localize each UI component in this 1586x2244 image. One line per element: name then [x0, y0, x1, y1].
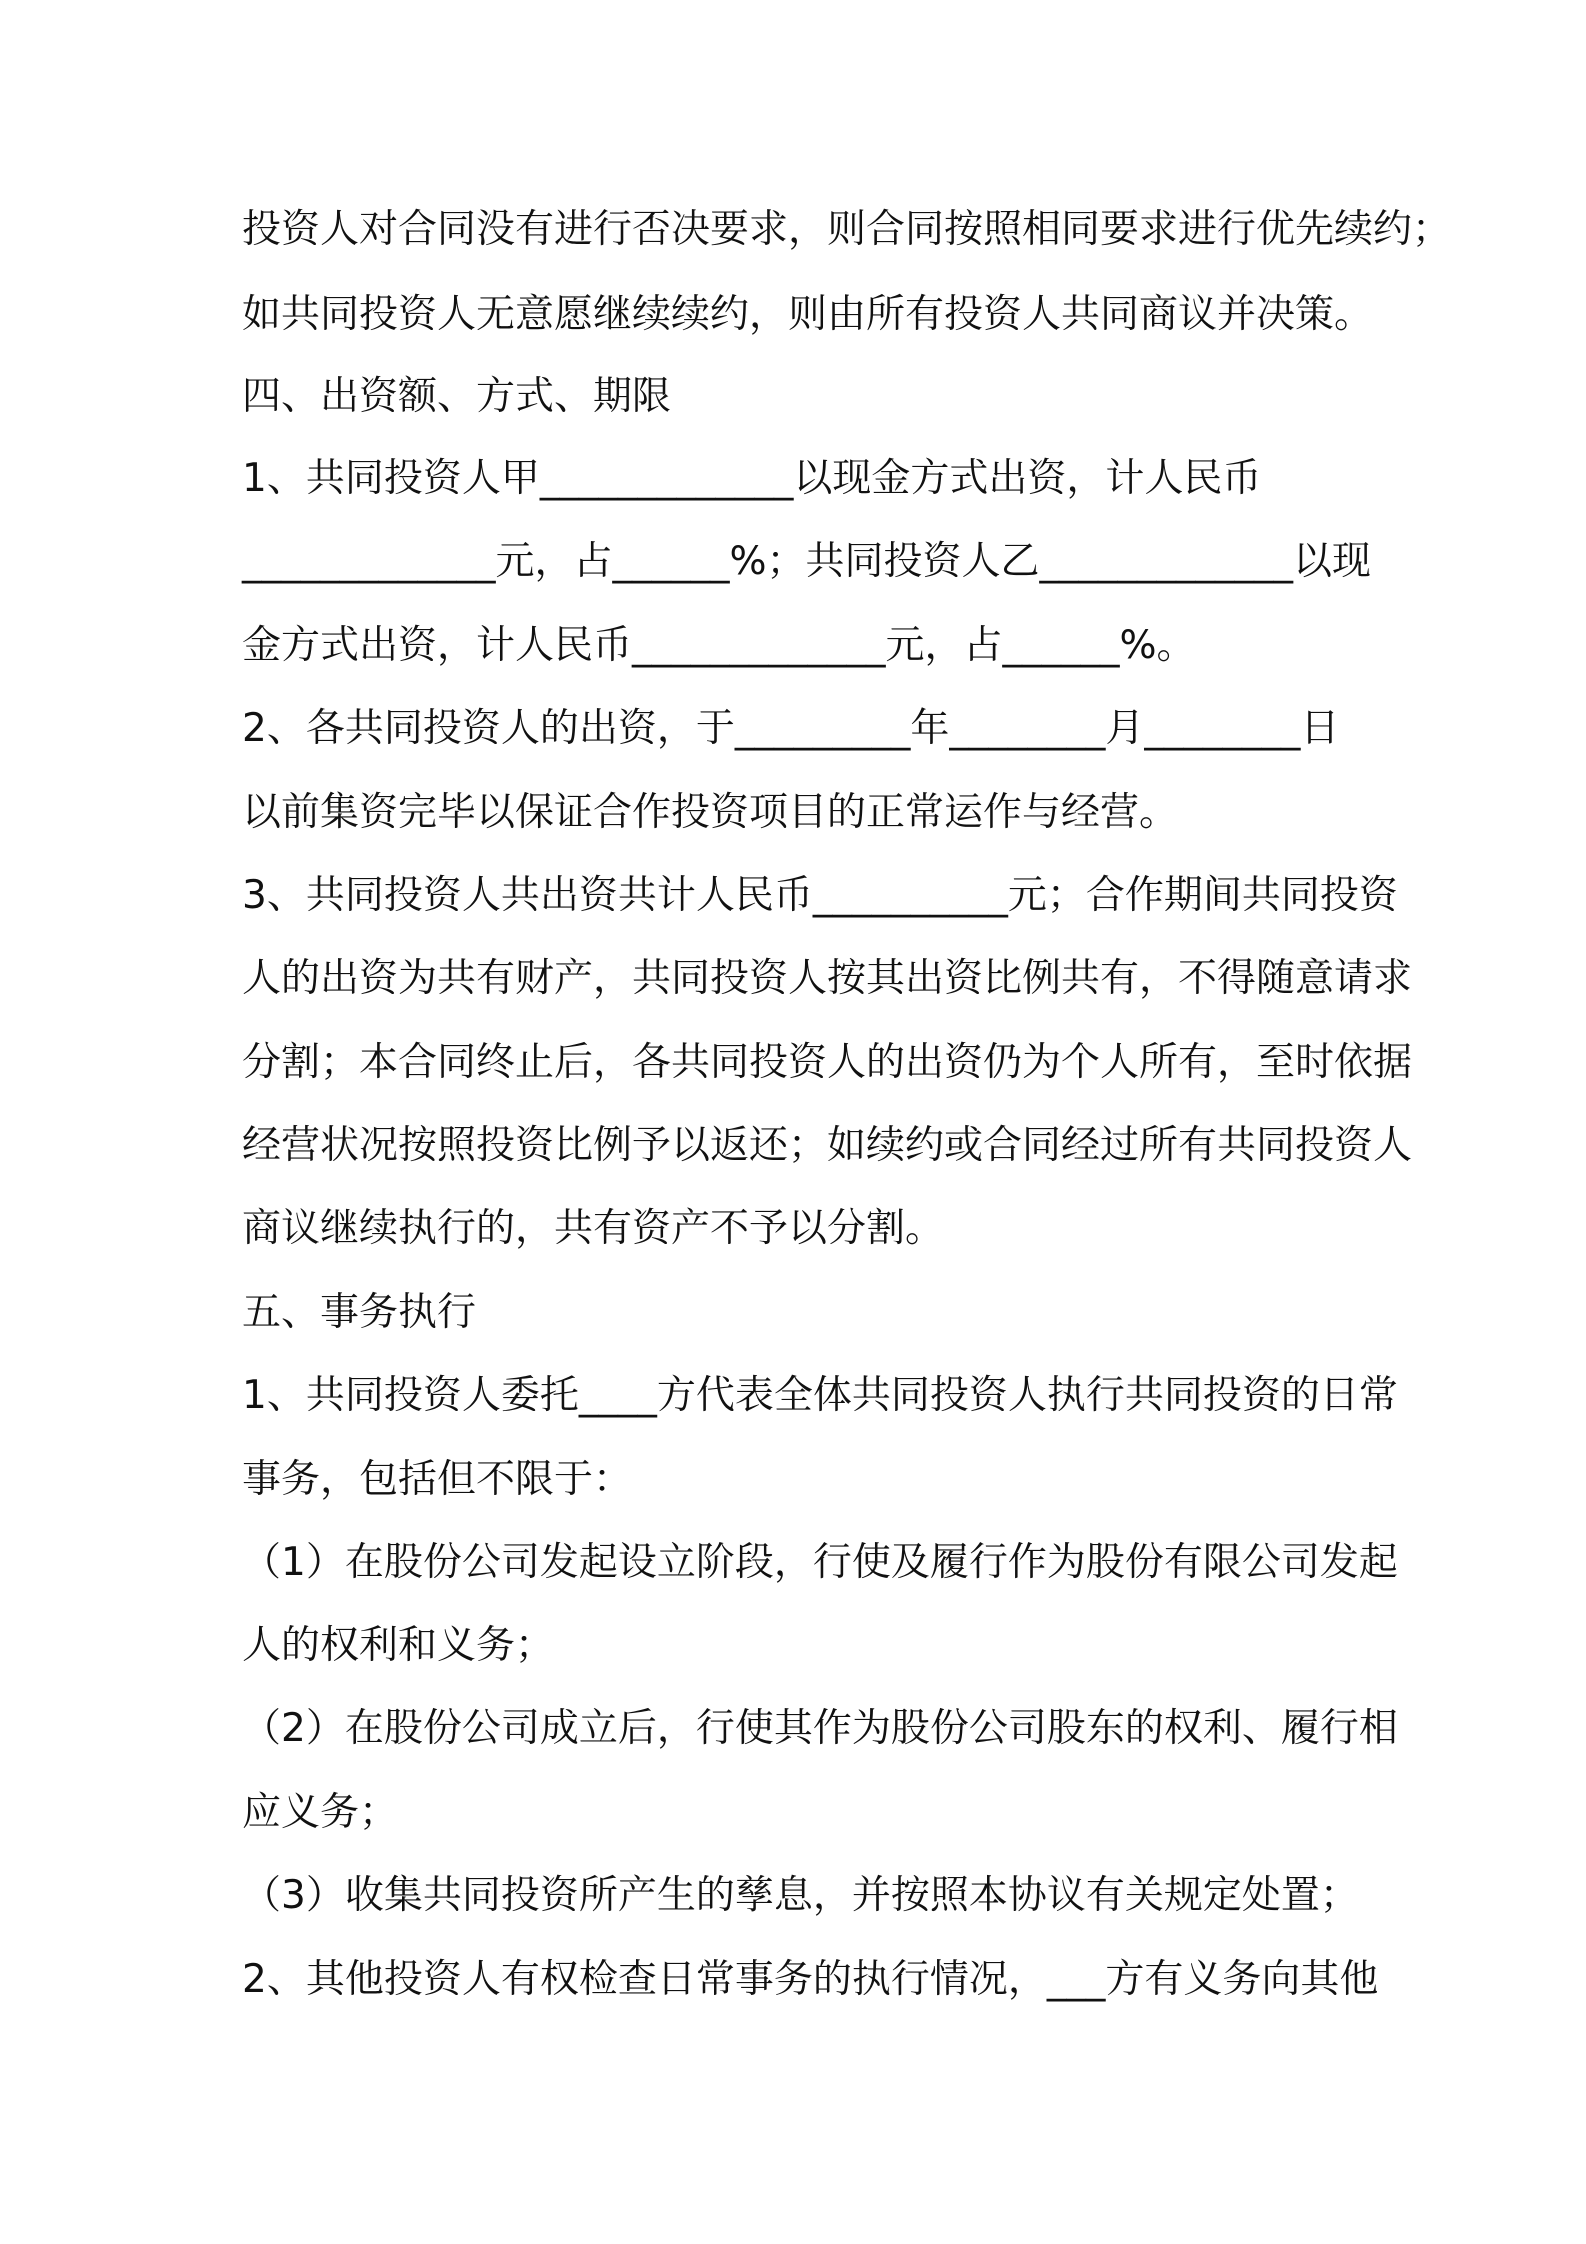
text-line: 应义务；	[242, 1790, 399, 1835]
text-line: 1、共同投资人甲_____________以现金方式出资，计人民币	[242, 456, 1262, 501]
text-line: 人的出资为共有财产，共同投资人按其出资比例共有，不得随意请求	[242, 956, 1413, 1001]
text-line: _____________元，占______%；共同投资人乙_____________以现	[242, 539, 1372, 584]
text-line: 商议继续执行的，共有资产不予以分割。	[242, 1206, 945, 1251]
text-line: 经营状况按照投资比例予以返还；如续约或合同经过所有共同投资人	[242, 1123, 1413, 1168]
text-line: 人的权利和义务；	[242, 1623, 555, 1668]
text-line: 以前集资完毕以保证合作投资项目的正常运作与经营。	[242, 790, 1179, 835]
text-line: 投资人对合同没有进行否决要求，则合同按照相同要求进行优先续约；	[242, 207, 1452, 252]
text-line: 2、各共同投资人的出资，于_________年________月________日	[242, 706, 1340, 751]
text-line: 分割；本合同终止后，各共同投资人的出资仍为个人所有，至时依据	[242, 1040, 1413, 1085]
text-line: （1）在股份公司发起设立阶段，行使及履行作为股份有限公司发起	[242, 1540, 1398, 1585]
text-line: 金方式出资，计人民币_____________元，占______%。	[242, 623, 1196, 668]
text-line: 事务，包括但不限于：	[242, 1457, 633, 1502]
section-heading: 五、事务执行	[242, 1290, 477, 1335]
text-line: （2）在股份公司成立后，行使其作为股份公司股东的权利、履行相	[242, 1706, 1398, 1751]
text-line: 1、共同投资人委托____方代表全体共同投资人执行共同投资的日常	[242, 1373, 1398, 1418]
text-line: 如共同投资人无意愿继续续约，则由所有投资人共同商议并决策。	[242, 292, 1374, 337]
text-line: （3）收集共同投资所产生的孳息，并按照本协议有关规定处置；	[242, 1873, 1359, 1918]
section-heading: 四、出资额、方式、期限	[242, 374, 672, 419]
text-line: 3、共同投资人共出资共计人民币__________元；合作期间共同投资	[242, 873, 1398, 918]
text-line: 2、其他投资人有权检查日常事务的执行情况，___方有义务向其他	[242, 1957, 1379, 2002]
